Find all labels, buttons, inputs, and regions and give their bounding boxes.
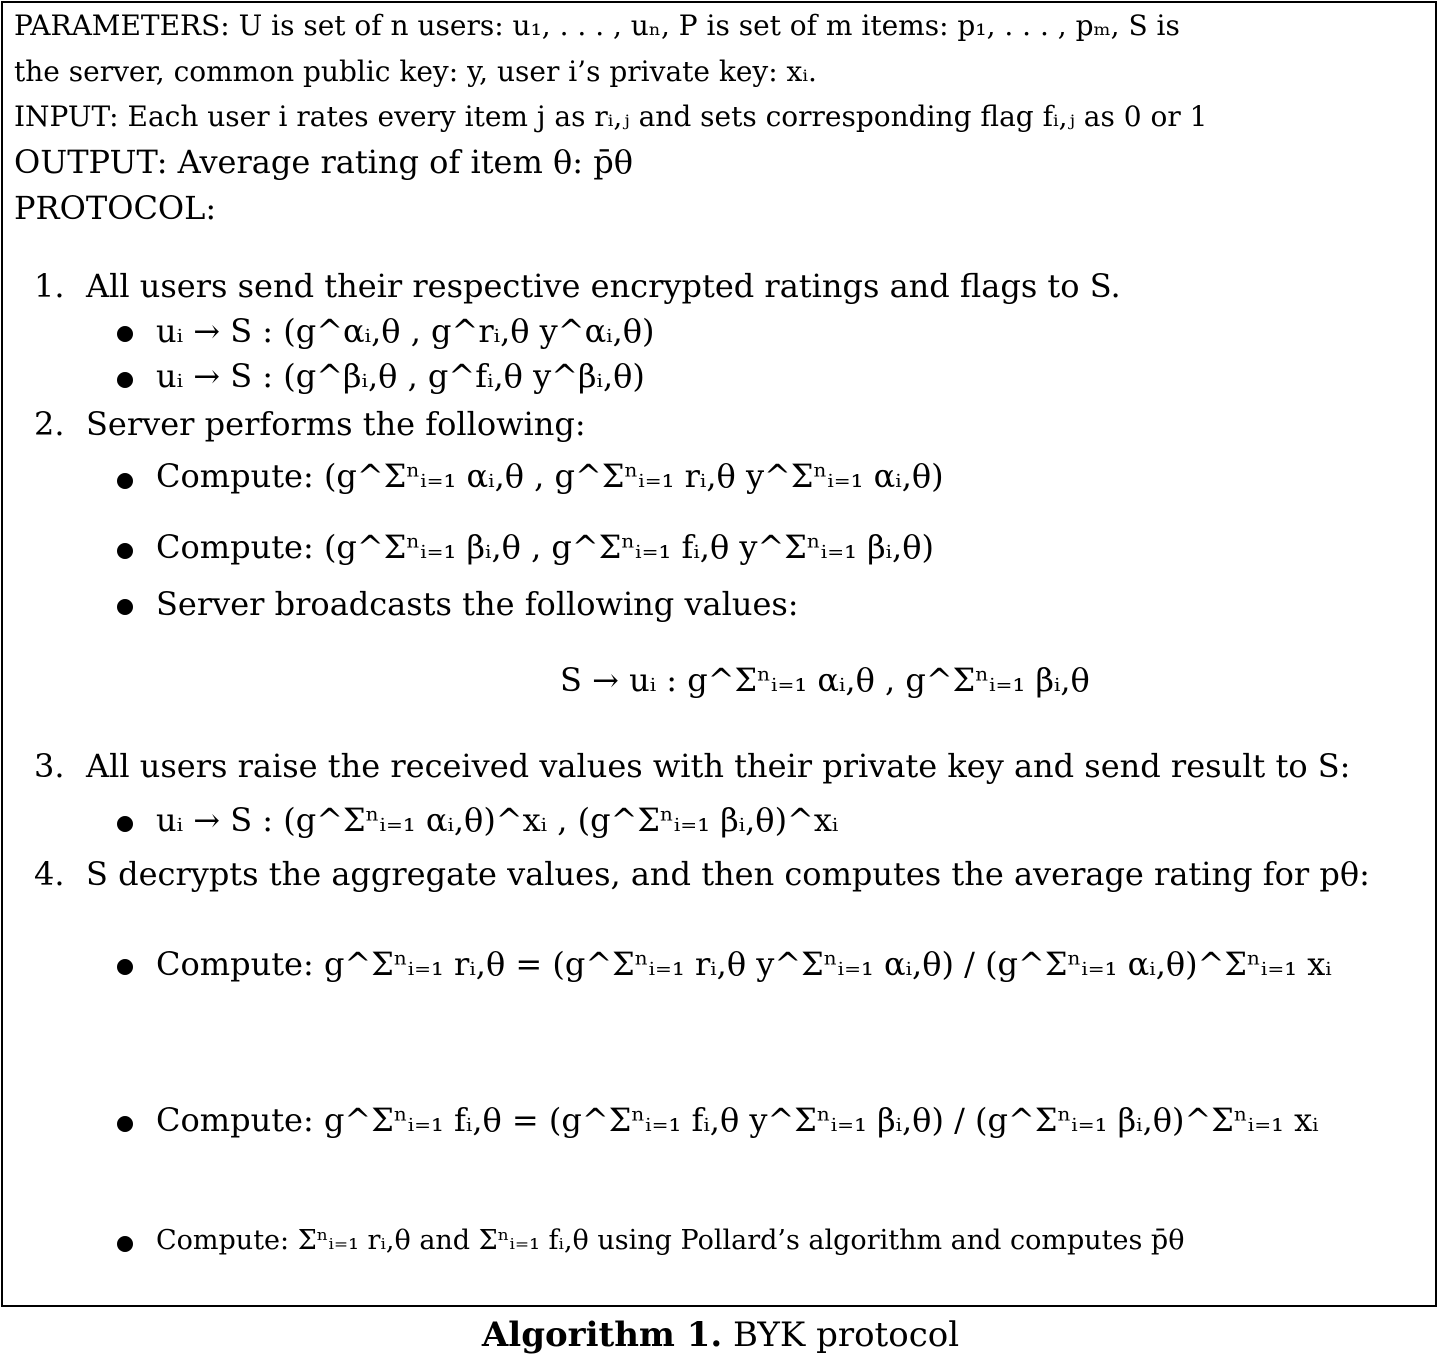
step-4-bullet-2: Compute: g^Σⁿᵢ₌₁ fᵢ,θ = (g^Σⁿᵢ₌₁ fᵢ,θ y^Σⁿᵢ₌₁ βᵢ,θ) / (g^Σⁿᵢ₌₁ βᵢ,θ)^Σⁿᵢ₌₁ xᵢ — [156, 1101, 1319, 1139]
bullet-dot — [117, 326, 133, 342]
step-1-number: 1. — [34, 267, 65, 305]
step-4-bullet-1: Compute: g^Σⁿᵢ₌₁ rᵢ,θ = (g^Σⁿᵢ₌₁ rᵢ,θ y^Σⁿᵢ₌₁ αᵢ,θ) / (g^Σⁿᵢ₌₁ αᵢ,θ)^Σⁿᵢ₌₁ xᵢ — [156, 945, 1332, 983]
bullet-dot — [117, 1116, 133, 1132]
step-4-text: S decrypts the aggregate values, and then computes the average rating for pθ: — [86, 855, 1370, 893]
input-line: INPUT: Each user i rates every item j as rᵢ,ⱼ and sets corresponding flag fᵢ,ⱼ as 0 or 1 — [14, 100, 1208, 133]
step-2-text: Server performs the following: — [86, 405, 586, 443]
step-2-bullet-3: Server broadcasts the following values: — [156, 585, 799, 623]
params-line-1: PARAMETERS: U is set of n users: u₁, . . . , uₙ, P is set of m items: p₁, . . . , pₘ, S is — [14, 9, 1180, 42]
step-3-bullet-1: uᵢ → S : (g^Σⁿᵢ₌₁ αᵢ,θ)^xᵢ , (g^Σⁿᵢ₌₁ βᵢ,θ)^xᵢ — [156, 801, 839, 839]
step-2-bullet-2: Compute: (g^Σⁿᵢ₌₁ βᵢ,θ , g^Σⁿᵢ₌₁ fᵢ,θ y^Σⁿᵢ₌₁ βᵢ,θ) — [156, 528, 934, 566]
step-3-text: All users raise the received values with their private key and send result to S: — [86, 747, 1351, 785]
bullet-dot — [117, 959, 133, 975]
bullet-dot — [117, 599, 133, 615]
caption-label: Algorithm 1. — [481, 1315, 723, 1355]
step-1-bullet-2: uᵢ → S : (g^βᵢ,θ , g^fᵢ,θ y^βᵢ,θ) — [156, 357, 645, 395]
step-4-bullet-3: Compute: Σⁿᵢ₌₁ rᵢ,θ and Σⁿᵢ₌₁ fᵢ,θ using Pollard’s algorithm and computes p̄θ — [156, 1225, 1185, 1256]
step-4-number: 4. — [34, 855, 65, 893]
step-2-bullet-1: Compute: (g^Σⁿᵢ₌₁ αᵢ,θ , g^Σⁿᵢ₌₁ rᵢ,θ y^Σⁿᵢ₌₁ αᵢ,θ) — [156, 457, 944, 495]
bullet-dot — [117, 543, 133, 559]
bullet-dot — [117, 372, 133, 388]
params-line-2: the server, common public key: y, user i’s private key: xᵢ. — [14, 55, 817, 88]
bullet-dot — [117, 1236, 133, 1252]
bullet-dot — [117, 816, 133, 832]
step-3-number: 3. — [34, 747, 65, 785]
algorithm-caption — [0, 1315, 1441, 1355]
step-2-number: 2. — [34, 405, 65, 443]
caption-title: BYK protocol — [733, 1315, 960, 1355]
step-1-text: All users send their respective encrypted ratings and flags to S. — [86, 267, 1121, 305]
bullet-dot — [117, 473, 133, 489]
output-line: OUTPUT: Average rating of item θ: p̄θ — [14, 143, 633, 181]
protocol-label: PROTOCOL: — [14, 189, 217, 227]
step-1-bullet-1: uᵢ → S : (g^αᵢ,θ , g^rᵢ,θ y^αᵢ,θ) — [156, 312, 655, 350]
step-2-display-equation: S → uᵢ : g^Σⁿᵢ₌₁ αᵢ,θ , g^Σⁿᵢ₌₁ βᵢ,θ — [560, 661, 1090, 699]
